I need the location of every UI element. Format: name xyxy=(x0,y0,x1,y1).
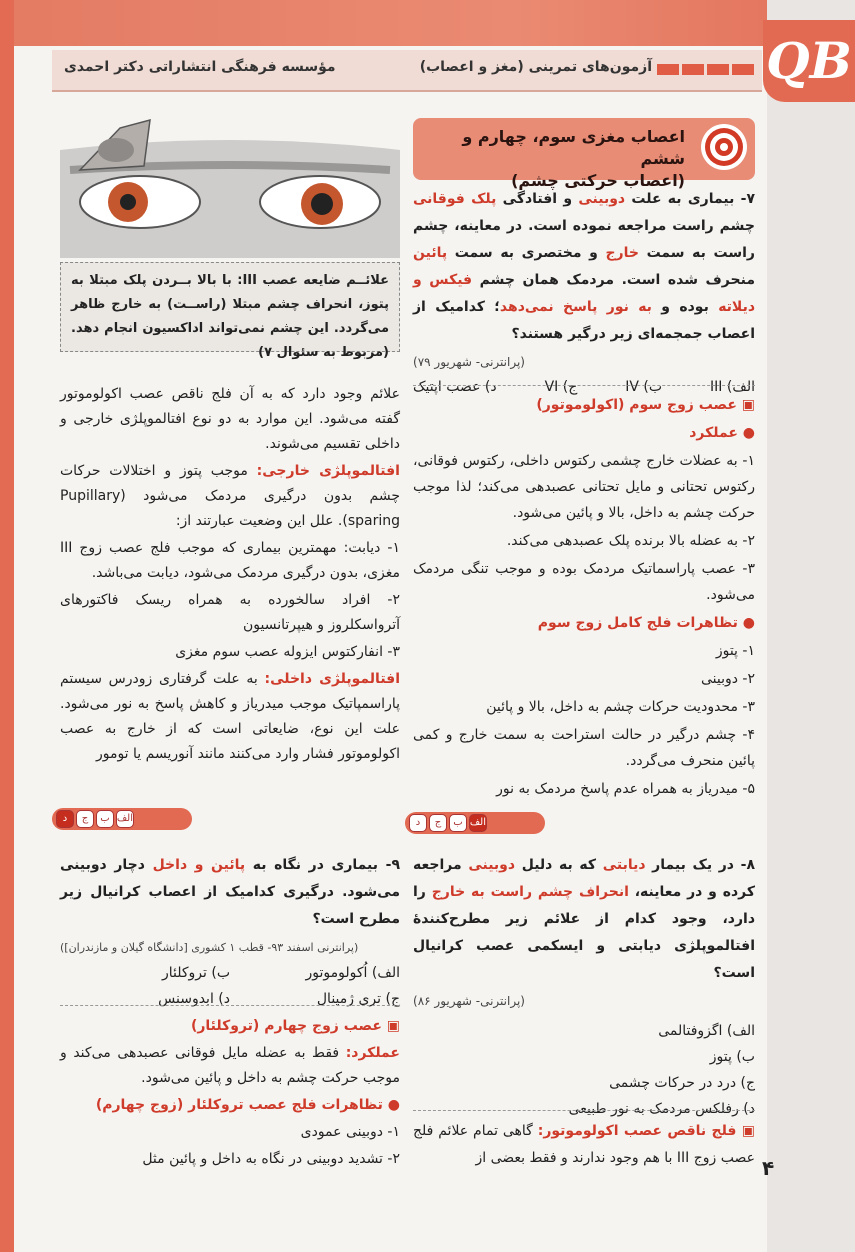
answer-bar-left xyxy=(52,808,192,830)
q9-highlight: پائین و داخل xyxy=(152,857,246,873)
partial-palsy-note xyxy=(413,1118,755,1174)
q8-text: که به دلیل xyxy=(515,857,603,873)
sign-item: ۵- میدریاز به همراه عدم پاسخ مردمک به نور xyxy=(496,781,755,797)
cause-item: ۱- دیابت: مهمترین بیماری که موجب فلج عصب زوج III مغزی، بدون درگیری مردمک می‌شود، دیابت می‌باشد. xyxy=(60,540,400,581)
section-title xyxy=(413,118,755,190)
cause-item: ۲- افراد سالخورده به همراه ریسک فاکتورهای آترواسکلروز و هیپرتانسیون xyxy=(60,592,400,633)
question-9 xyxy=(60,852,400,1012)
answer-key: د xyxy=(409,814,427,832)
oculomotor-heading: ▣ عصب زوج سوم (اکولوموتور) xyxy=(536,397,755,413)
q7-option-c[interactable]: ج) VI xyxy=(544,379,578,395)
q9-text: ۹- بیماری در نگاه به xyxy=(245,857,400,873)
partial-palsy-text: علائم وجود دارد که به آن فلج ناقص عصب اکولوموتور گفته می‌شود. این موارد به دو نوع افتالموپلژی خارجی و داخلی تقسیم می‌شوند. xyxy=(60,386,400,452)
q7-highlight: پائین xyxy=(413,245,448,261)
answer-7-continued xyxy=(60,382,400,769)
publisher-name: مؤسسه فرهنگی انتشاراتی دکتر احمدی xyxy=(64,59,336,75)
q8-option-a[interactable]: الف) اگزوفتالمی xyxy=(658,1023,755,1039)
answer-key: ج xyxy=(429,814,447,832)
top-band xyxy=(0,0,855,46)
q7-text: و مختصری به سمت xyxy=(447,245,606,261)
q7-highlight: به نور پاسخ نمی‌دهد xyxy=(499,299,652,315)
q7-highlight: خارج xyxy=(605,245,639,261)
book-title: آزمون‌های تمرینی (مغز و اعصاب) xyxy=(419,59,652,75)
signs-heading: ● تظاهرات فلج کامل زوج سوم xyxy=(537,615,755,631)
q8-source: (پرانترنی- شهریور ۸۶) xyxy=(413,994,525,1008)
answer-key: ب xyxy=(449,814,467,832)
oculomotor-heading-text: عصب زوج سوم (اکولوموتور) xyxy=(536,397,737,413)
q7-highlight: دوبینی xyxy=(578,191,626,207)
internal-ophthalmoplegia xyxy=(60,667,400,767)
q8-option-b[interactable]: ب) پتوز xyxy=(709,1049,755,1065)
q9-option-c[interactable]: ج) تری ژمینال xyxy=(316,991,400,1007)
q9-text: دچار دوبینی می‌شود. درگیری کدامیک از اعصاب کرانیال زیر مطرح است؟ xyxy=(60,857,400,927)
trochlear-sign-item: ۱- دوبینی عمودی xyxy=(300,1124,400,1140)
section-title-line1: اعصاب مغزی سوم، چهارم و ششم xyxy=(462,127,685,168)
left-band xyxy=(0,0,14,1252)
internal-text: به علت گرفتاری زودرس سیستم پاراسمپاتیک موجب میدریاز و کاهش پاسخ به نور می‌شود. علت این نوع، ضایعاتی است که از خارج به عصب اکولوموتور فشار وارد می‌کنند مانند آنوریسم یا تومور xyxy=(60,671,400,762)
note-marker: ▣ xyxy=(736,1123,755,1139)
q7-highlight: پلک فوقانی xyxy=(413,191,497,207)
answer-key: الف xyxy=(469,814,487,832)
q8-text: را دارد، وجود کدام از علائم زیر مطرح‌کنندهٔ افتالموپلژی دیابتی و ایسکمی عصب کرانیال است؟ xyxy=(413,884,755,981)
q8-highlight: دیابتی xyxy=(602,857,646,873)
external-text: موجب پتوز و اختلالات حرکات چشم بدون درگیری مردمک می‌شود (Pupillary sparing). علل این وضعیت عبارتند از: xyxy=(60,463,400,529)
sign-item: ۳- محدودیت حرکات چشم به داخل، بالا و پائین xyxy=(486,699,755,715)
question-7 xyxy=(413,186,755,400)
function-item: ۳- عصب پاراسماتیک مردمک بوده و موجب تنگی مردمک می‌شود. xyxy=(413,561,755,603)
target-icon xyxy=(699,122,749,172)
trochlear-heading-text: عصب زوج چهارم (تروکلئار) xyxy=(190,1018,382,1034)
section-title-line2: (اعصاب حرکتی چشم) xyxy=(511,171,685,190)
sign-item: ۱- پتوز xyxy=(715,643,755,659)
answer-key: د xyxy=(56,810,74,828)
q7-highlight: فیکس و دیلاته xyxy=(413,272,756,315)
q7-text: منحرف شده است. مردمک همان چشم xyxy=(472,272,755,288)
q9-option-b[interactable]: ب) تروکلئار xyxy=(161,965,230,981)
internal-title: افتالموپلژی داخلی: xyxy=(264,671,400,687)
signs-heading-text: تظاهرات فلج کامل زوج سوم xyxy=(537,615,738,631)
page-header xyxy=(52,50,762,92)
sign-item: ۲- دوبینی xyxy=(700,671,755,687)
divider xyxy=(413,385,755,386)
trochlear-function-text: فقط به عضله مایل فوقانی عصبدهی می‌کند و موجب حرکت چشم به داخل و پائین می‌شود. xyxy=(60,1045,400,1086)
eye-illustration xyxy=(60,110,400,258)
trochlear-section xyxy=(60,1014,400,1174)
q7-option-b[interactable]: ب) IV xyxy=(625,379,663,395)
answer-key: الف xyxy=(116,810,134,828)
function-heading: ● عملکرد xyxy=(689,425,755,441)
function-item: ۱- به عضلات خارج چشمی رکتوس داخلی، رکتوس فوقانی، رکتوس تحتانی و مایل تحتانی عصبدهی می‌کند؛ لذا موجب حرکت چشم به داخل، بالا و پائین می‌شود. xyxy=(413,453,755,521)
external-title: افتالموپلژی خارجی: xyxy=(256,463,400,479)
q7-text: و افتادگی xyxy=(496,191,579,207)
q7-text: ۷- بیماری به علت xyxy=(625,191,755,207)
trochlear-function-title: عملکرد: xyxy=(345,1045,400,1061)
note-title: فلج ناقص عصب اکولوموتور: xyxy=(537,1123,737,1139)
sign-item: ۴- چشم درگیر در حالت استراحت به سمت خارج و کمی پائین منحرف می‌گردد. xyxy=(413,727,755,769)
side-band xyxy=(767,0,855,1252)
trochlear-sign-item: ۲- تشدید دوبینی در نگاه به داخل و پائین مثل xyxy=(142,1151,400,1167)
q7-source: (پرانترنی- شهریور ۷۹) xyxy=(413,355,525,369)
q8-highlight: دوبینی xyxy=(468,857,516,873)
qb-logo: QB xyxy=(763,20,855,102)
q7-text: ؛ کدامیک از اعصاب جمجمه‌ای زیر درگیر هستند؟ xyxy=(413,299,755,342)
q8-option-c[interactable]: ج) درد در حرکات چشمی xyxy=(609,1075,755,1091)
external-ophthalmoplegia xyxy=(60,459,400,534)
trochlear-heading: ▣ عصب زوج چهارم (تروکلئار) xyxy=(190,1018,400,1034)
q8-options xyxy=(413,1018,755,1122)
trochlear-signs-heading: ● تظاهرات فلج عصب تروکلئار (زوج چهارم) xyxy=(95,1097,400,1113)
q8-highlight: انحراف چشم راست به خارج xyxy=(431,884,629,900)
q8-text: ۸- در یک بیمار xyxy=(645,857,755,873)
header-bars xyxy=(657,64,754,75)
question-8 xyxy=(413,852,755,1122)
q7-option-a[interactable]: الف) III xyxy=(710,379,755,395)
answer-bar-7 xyxy=(405,812,545,834)
cause-item: ۳- انفارکتوس ایزوله عصب سوم مغزی xyxy=(175,644,400,660)
page-number: ۴ xyxy=(762,1156,775,1180)
q9-option-a[interactable]: الف) اُکولوموتور xyxy=(305,965,400,981)
divider xyxy=(60,1005,400,1006)
image-caption: علائــم ضایعه عصب III: با بالا بــردن پلک مبتلا به پتوز، انحراف چشم مبتلا (راســت) به خارج ظاهر می‌گردد. این چشم نمی‌تواند اداکسیون انجام دهد. (مربوط به سئوال ۷) xyxy=(60,262,400,352)
function-item: ۲- به عضله بالا برنده پلک عصبدهی می‌کند. xyxy=(506,533,755,549)
q7-option-d[interactable]: د) عصب اپتیک xyxy=(413,379,497,395)
q7-text: بوده و xyxy=(651,299,719,315)
divider xyxy=(413,1110,755,1111)
q8-option-d[interactable]: د) رفلکس مردمک به نور طبیعی xyxy=(568,1101,755,1117)
q9-option-d[interactable]: د) ابدوسنس xyxy=(158,991,230,1007)
note-text: گاهی تمام علائم فلج عصب زوج III با هم وجود ندارند و فقط بعضی از xyxy=(413,1123,755,1166)
answer-key: ب xyxy=(96,810,114,828)
trochlear-function xyxy=(60,1041,400,1091)
q8-text: مراجعه کرده و در معاینه، xyxy=(413,857,755,900)
q7-text: چشم راست مراجعه نموده است. در معاینه، چشم راست به سمت xyxy=(413,218,755,261)
q9-source: (پرانترنی اسفند ۹۳- قطب ۱ کشوری [دانشگاه گیلان و مازندران]) xyxy=(60,941,359,954)
answer-7-explanation xyxy=(413,392,755,804)
trochlear-signs-heading-text: تظاهرات فلج عصب تروکلئار (زوج چهارم) xyxy=(95,1097,383,1113)
answer-key: ج xyxy=(76,810,94,828)
function-heading-text: عملکرد xyxy=(689,425,738,441)
